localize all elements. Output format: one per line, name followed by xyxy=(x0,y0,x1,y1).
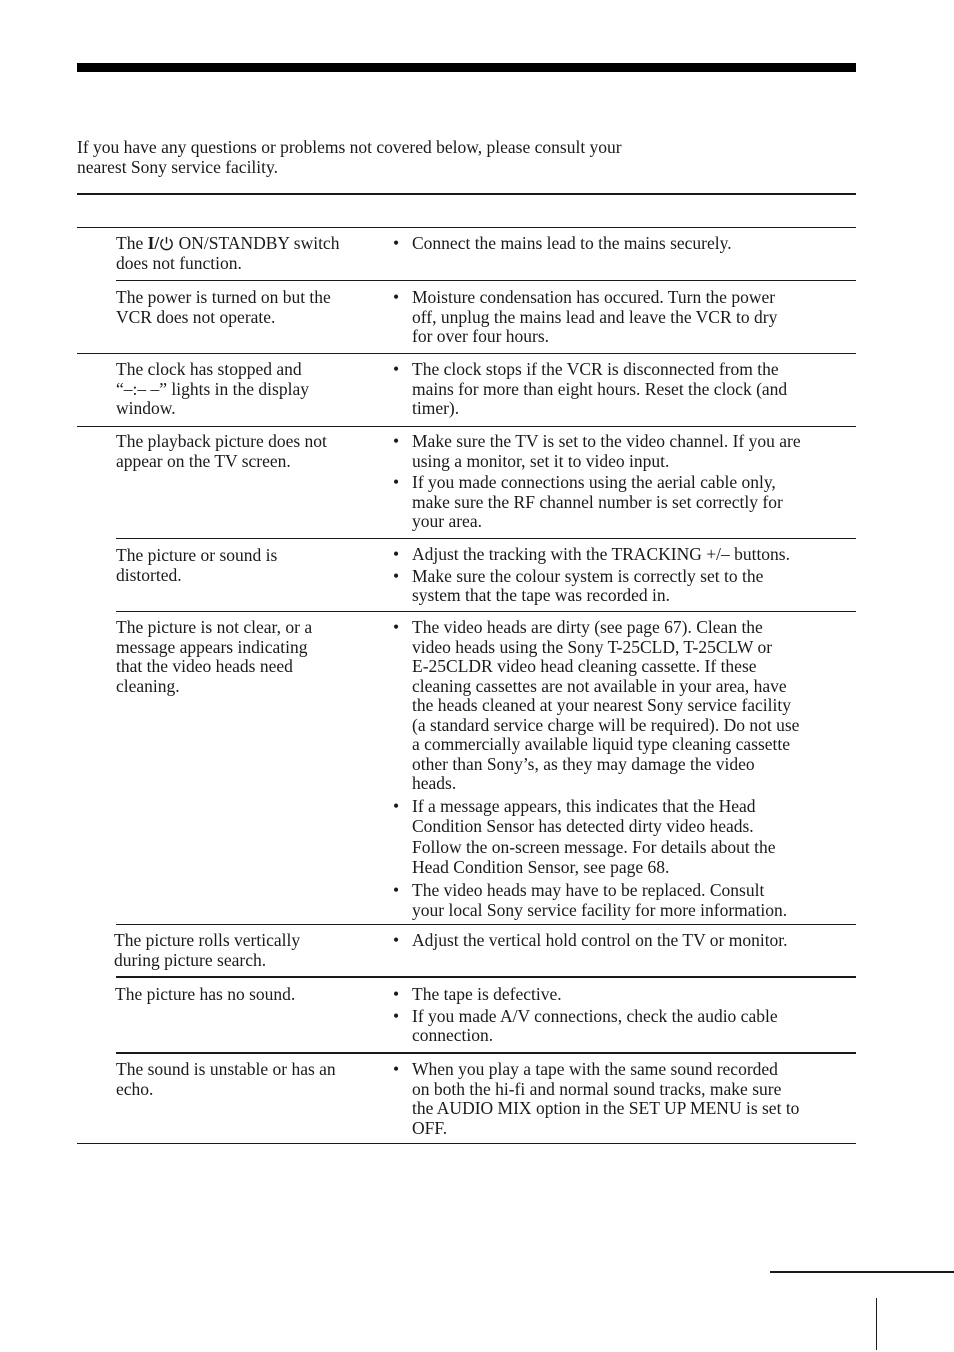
remedy-line: your area. xyxy=(412,511,482,531)
table-bottom-rule xyxy=(77,1143,856,1144)
symptom-line: The picture rolls vertically xyxy=(114,930,301,950)
symptom-cell xyxy=(116,360,378,419)
symptom-cell xyxy=(116,1060,378,1099)
symptom-line: The clock has stopped and xyxy=(116,359,302,379)
remedy-line: (a standard service charge will be required). Do not use xyxy=(412,714,800,735)
symptom-line: The sound is unstable or has an xyxy=(116,1059,336,1079)
remedy-line: • The video heads are dirty (see page 67). Clean the xyxy=(412,617,763,637)
symptom-line: “–:– –” lights in the display xyxy=(116,378,309,399)
row-divider xyxy=(116,1052,856,1054)
power-switch-label: I/ xyxy=(147,233,160,253)
row-divider xyxy=(116,538,856,539)
remedy-line: • Make sure the TV is set to the video channel. If you are xyxy=(412,431,801,451)
remedy-line: timer). xyxy=(412,398,460,418)
remedy-cell xyxy=(393,360,863,421)
symptom-line: The picture is not clear, or a xyxy=(116,617,313,637)
remedy-line: • If you made connections using the aerial cable only, xyxy=(412,472,776,492)
remedy-line: Condition Sensor has detected dirty video heads. xyxy=(412,816,754,836)
symptom-line: window. xyxy=(116,398,176,418)
remedy-line: • Make sure the colour system is correctly set to the xyxy=(412,565,764,586)
symptom-line: The I/ ON/STANDBY switch xyxy=(116,233,340,253)
remedy-line: E-25CLDR video head cleaning cassette. If these xyxy=(412,656,757,676)
symptom-line: echo. xyxy=(116,1078,154,1099)
remedy-cell xyxy=(393,288,863,349)
remedy-line: • The tape is defective. xyxy=(412,984,562,1004)
remedy-line: • When you play a tape with the same sound recorded xyxy=(412,1059,778,1079)
symptom-cell xyxy=(116,288,378,327)
remedy-line: • Connect the mains lead to the mains securely. xyxy=(412,233,732,253)
symptom-line: message appears indicating xyxy=(116,636,308,657)
table-top-rule xyxy=(77,193,856,195)
continued-rule xyxy=(770,1271,954,1273)
section-divider xyxy=(77,426,856,427)
remedy-cell xyxy=(393,931,863,953)
remedy-cell xyxy=(393,985,863,1048)
row-divider xyxy=(116,280,856,281)
remedy-line: mains for more than eight hours. Reset the clock (and xyxy=(412,378,788,399)
remedy-line: off, unplug the mains lead and leave the VCR to dry xyxy=(412,306,778,327)
symptom-line: The power is turned on but the xyxy=(116,287,331,307)
symptom-line: appear on the TV screen. xyxy=(116,450,291,471)
symptom-cell xyxy=(115,985,377,1005)
symptom-cell xyxy=(116,546,378,585)
symptom-cell xyxy=(116,432,378,471)
remedy-item xyxy=(393,545,863,565)
remedy-cell xyxy=(393,545,863,608)
remedy-line: using a monitor, set it to video input. xyxy=(412,450,670,471)
remedy-cell xyxy=(393,618,863,923)
remedy-line: cleaning cassettes are not available in your area, have xyxy=(412,675,787,696)
symptom-line: distorted. xyxy=(116,564,182,585)
symptom-line: The picture has no sound. xyxy=(115,984,296,1004)
remedy-cell xyxy=(393,1060,863,1140)
header-rule xyxy=(77,227,856,228)
symptom-line: The picture or sound is xyxy=(116,545,278,565)
symptom-cell xyxy=(114,931,376,970)
remedy-line: video heads using the Sony T-25CLD, T-25CLW or xyxy=(412,636,773,657)
row-divider xyxy=(116,924,856,925)
remedy-line: • If a message appears, this indicates that the Head xyxy=(412,795,756,816)
remedy-item xyxy=(393,796,863,878)
remedy-line: other than Sony’s, as they may damage the video xyxy=(412,753,755,774)
remedy-line: • Adjust the vertical hold control on the TV or monitor. xyxy=(412,930,788,950)
intro-line: If you have any questions or problems not covered below, please consult your xyxy=(77,137,622,157)
header-bar xyxy=(77,63,856,72)
remedy-item xyxy=(393,931,863,951)
symptom-line: does not function. xyxy=(116,252,242,273)
remedy-item xyxy=(393,473,863,532)
remedy-item xyxy=(393,618,863,794)
remedy-item xyxy=(393,288,863,347)
row-divider xyxy=(116,976,856,978)
remedy-line: • Adjust the tracking with the TRACKING +/– buttons. xyxy=(412,544,790,564)
remedy-item xyxy=(393,234,863,254)
remedy-line: heads. xyxy=(412,773,457,793)
intro-text xyxy=(77,137,757,177)
row-divider xyxy=(116,611,856,612)
intro-line: nearest Sony service facility. xyxy=(77,157,279,177)
remedy-line: • If you made A/V connections, check the audio cable xyxy=(412,1005,778,1026)
remedy-line: make sure the RF channel number is set correctly for xyxy=(412,491,783,512)
remedy-cell xyxy=(393,234,863,256)
remedy-line: on both the hi-fi and normal sound tracks, make sure xyxy=(412,1078,782,1099)
remedy-line: • Moisture condensation has occured. Turn the power xyxy=(412,287,776,307)
power-icon xyxy=(159,236,174,251)
symptom-line: during picture search. xyxy=(114,949,267,970)
remedy-line: the AUDIO MIX option in the SET UP MENU is set to xyxy=(412,1098,800,1118)
section-divider xyxy=(77,353,856,354)
symptom-line: that the video heads need xyxy=(116,656,293,676)
remedy-line: OFF. xyxy=(412,1117,448,1138)
remedy-line: a commercially available liquid type cleaning cassette xyxy=(412,734,791,754)
symptom-line: VCR does not operate. xyxy=(116,306,276,327)
page-number-divider xyxy=(876,1298,877,1350)
remedy-line: • The video heads may have to be replaced. Consult xyxy=(412,879,765,900)
remedy-line: the heads cleaned at your nearest Sony service facility xyxy=(412,695,792,715)
remedy-item xyxy=(393,1007,863,1046)
symptom-line: The playback picture does not xyxy=(116,431,327,451)
remedy-line: • The clock stops if the VCR is disconnected from the xyxy=(412,359,779,379)
remedy-line: for over four hours. xyxy=(412,326,550,346)
remedy-item xyxy=(393,567,863,606)
remedy-item xyxy=(393,985,863,1005)
remedy-line: connection. xyxy=(412,1025,494,1045)
remedy-item xyxy=(393,360,863,419)
remedy-line: system that the tape was recorded in. xyxy=(412,585,671,605)
remedy-item xyxy=(393,432,863,471)
symptom-line: cleaning. xyxy=(116,675,180,696)
symptom-cell xyxy=(116,234,378,273)
remedy-item xyxy=(393,880,863,921)
symptom-cell xyxy=(116,618,378,696)
remedy-cell xyxy=(393,432,863,534)
remedy-line: your local Sony service facility for more information. xyxy=(412,900,788,920)
remedy-line: Head Condition Sensor, see page 68. xyxy=(412,857,670,877)
remedy-line: Follow the on-screen message. For details about the xyxy=(412,836,776,857)
remedy-item xyxy=(393,1060,863,1138)
